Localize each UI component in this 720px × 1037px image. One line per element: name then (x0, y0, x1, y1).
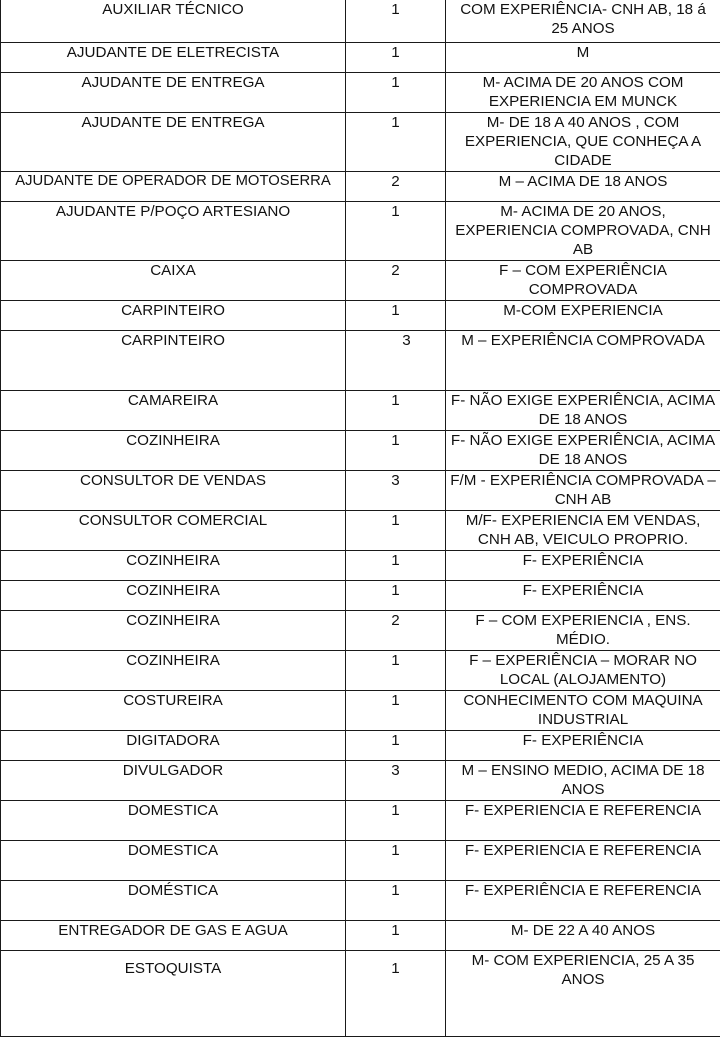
job-requirements: M-COM EXPERIENCIA (446, 300, 720, 330)
job-title: AJUDANTE DE OPERADOR DE MOTOSERRA (1, 171, 346, 201)
job-title: ENTREGADOR DE GAS E AGUA (1, 920, 346, 950)
table-row (1, 880, 720, 920)
job-quantity: 1 (346, 650, 446, 690)
job-quantity (346, 330, 446, 390)
job-title: COZINHEIRA (1, 610, 346, 650)
job-requirements: F- EXPERIENCIA E REFERENCIA (446, 840, 720, 880)
table-row (1, 390, 720, 430)
job-quantity: 1 (346, 72, 446, 112)
job-quantity: 1 (346, 800, 446, 840)
job-title: DOMÉSTICA (1, 880, 346, 920)
job-requirements: M – ACIMA DE 18 ANOS (446, 171, 720, 201)
job-quantity: 1 (346, 0, 446, 42)
table-row (1, 610, 720, 650)
job-title: CAMAREIRA (1, 390, 346, 430)
job-requirements: F- EXPERIÊNCIA (446, 580, 720, 610)
job-requirements: F – EXPERIÊNCIA – MORAR NO LOCAL (ALOJAMENTO) (446, 650, 720, 690)
job-requirements: CONHECIMENTO COM MAQUINA INDUSTRIAL (446, 690, 720, 730)
job-requirements: F- EXPERIÊNCIA E REFERENCIA (446, 880, 720, 920)
job-quantity: 2 (346, 171, 446, 201)
job-quantity: 1 (346, 580, 446, 610)
job-requirements: F- EXPERIÊNCIA (446, 550, 720, 580)
job-requirements: M- DE 18 A 40 ANOS , COM EXPERIENCIA, QUE CONHEÇA A CIDADE (446, 112, 720, 171)
job-title: COZINHEIRA (1, 650, 346, 690)
job-title: AJUDANTE DE ENTREGA (1, 72, 346, 112)
job-quantity: 3 (346, 760, 446, 800)
job-quantity: 1 (346, 112, 446, 171)
job-requirements: F- EXPERIÊNCIA (446, 730, 720, 760)
table-row (1, 112, 720, 171)
job-title: COSTUREIRA (1, 690, 346, 730)
job-quantity: 3 (346, 470, 446, 510)
job-title: CONSULTOR DE VENDAS (1, 470, 346, 510)
job-quantity: 1 (346, 42, 446, 72)
job-requirements: M- COM EXPERIENCIA, 25 A 35 ANOS (446, 950, 720, 1036)
job-title: CAIXA (1, 260, 346, 300)
table-row (1, 800, 720, 840)
table-row (1, 510, 720, 550)
table-row (1, 260, 720, 300)
table-row (1, 580, 720, 610)
job-title: CONSULTOR COMERCIAL (1, 510, 346, 550)
job-title: DOMESTICA (1, 840, 346, 880)
job-title: CARPINTEIRO (1, 300, 346, 330)
table-row (1, 0, 720, 42)
job-requirements: F- EXPERIENCIA E REFERENCIA (446, 800, 720, 840)
job-quantity: 1 (346, 430, 446, 470)
table-row (1, 550, 720, 580)
table-row (1, 330, 720, 390)
job-requirements: F – COM EXPERIÊNCIA COMPROVADA (446, 260, 720, 300)
job-title: COZINHEIRA (1, 580, 346, 610)
job-title: DOMESTICA (1, 800, 346, 840)
job-requirements: M – ENSINO MEDIO, ACIMA DE 18 ANOS (446, 760, 720, 800)
job-title: AJUDANTE DE ENTREGA (1, 112, 346, 171)
table-row (1, 730, 720, 760)
job-requirements: M – EXPERIÊNCIA COMPROVADA (446, 330, 720, 390)
job-quantity: 1 (346, 730, 446, 760)
job-requirements: F/M - EXPERIÊNCIA COMPROVADA – CNH AB (446, 470, 720, 510)
table-row (1, 72, 720, 112)
job-requirements: F – COM EXPERIENCIA , ENS. MÉDIO. (446, 610, 720, 650)
table-row (1, 300, 720, 330)
table-row (1, 840, 720, 880)
job-quantity: 2 (346, 260, 446, 300)
table-row (1, 920, 720, 950)
job-requirements: COM EXPERIÊNCIA- CNH AB, 18 á 25 ANOS (446, 0, 720, 42)
table-row (1, 650, 720, 690)
job-quantity: 2 (346, 610, 446, 650)
job-quantity: 1 (346, 300, 446, 330)
job-title: AUXILIAR TÉCNICO (1, 0, 346, 42)
job-quantity: 1 (346, 920, 446, 950)
job-title: CARPINTEIRO (1, 330, 346, 390)
table-row (1, 760, 720, 800)
job-quantity: 1 (346, 950, 446, 1036)
job-quantity: 1 (346, 690, 446, 730)
job-title: DIGITADORA (1, 730, 346, 760)
job-quantity: 1 (346, 201, 446, 260)
job-requirements: M- ACIMA DE 20 ANOS COM EXPERIENCIA EM MUNCK (446, 72, 720, 112)
job-quantity: 1 (346, 390, 446, 430)
job-requirements: F- NÃO EXIGE EXPERIÊNCIA, ACIMA DE 18 ANOS (446, 390, 720, 430)
job-requirements: M/F- EXPERIENCIA EM VENDAS, CNH AB, VEICULO PROPRIO. (446, 510, 720, 550)
job-title: AJUDANTE DE ELETRECISTA (1, 42, 346, 72)
table-row (1, 950, 720, 1036)
job-requirements: F- NÃO EXIGE EXPERIÊNCIA, ACIMA DE 18 ANOS (446, 430, 720, 470)
table-row (1, 470, 720, 510)
job-title: DIVULGADOR (1, 760, 346, 800)
table-row (1, 690, 720, 730)
table-row (1, 430, 720, 470)
job-quantity-value: 3 (402, 331, 410, 350)
job-quantity: 1 (346, 510, 446, 550)
table-row (1, 42, 720, 72)
table-row (1, 171, 720, 201)
job-requirements: M- ACIMA DE 20 ANOS, EXPERIENCIA COMPROVADA, CNH AB (446, 201, 720, 260)
job-title: COZINHEIRA (1, 550, 346, 580)
table-row (1, 201, 720, 260)
job-title: COZINHEIRA (1, 430, 346, 470)
job-requirements: M- DE 22 A 40 ANOS (446, 920, 720, 950)
job-quantity: 1 (346, 880, 446, 920)
job-requirements: M (446, 42, 720, 72)
job-quantity: 1 (346, 840, 446, 880)
job-quantity: 1 (346, 550, 446, 580)
job-title: AJUDANTE P/POÇO ARTESIANO (1, 201, 346, 260)
job-title: ESTOQUISTA (1, 950, 346, 1036)
